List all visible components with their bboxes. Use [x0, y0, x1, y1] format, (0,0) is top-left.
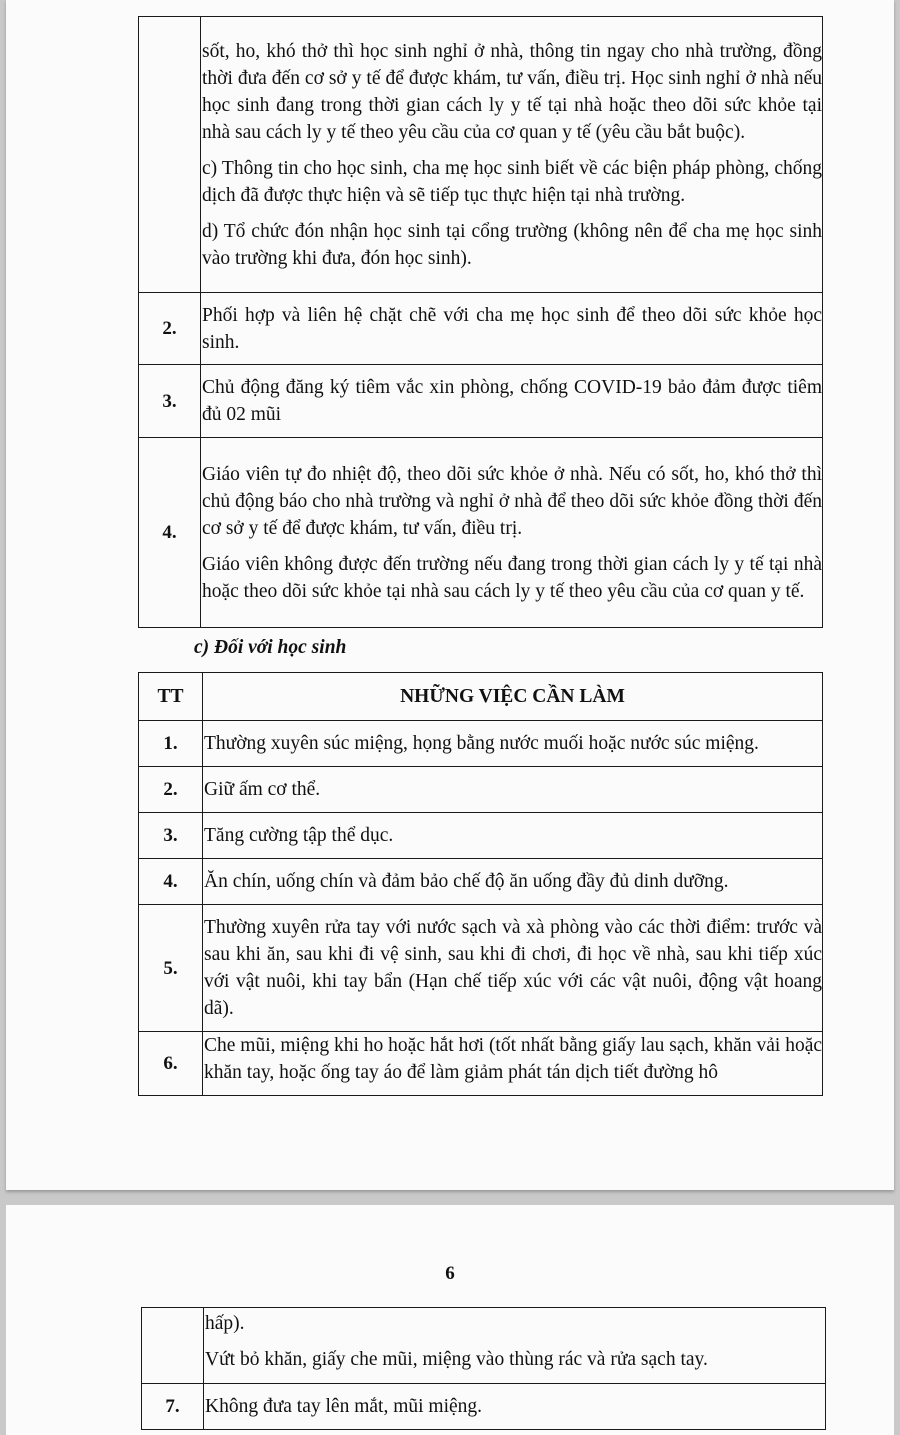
page-number: 6	[445, 1263, 455, 1284]
row-text	[201, 293, 823, 365]
row-number: 5.	[139, 905, 203, 1032]
table-row	[139, 365, 823, 438]
table-header-row	[139, 673, 823, 721]
row-number	[142, 1308, 204, 1384]
table-row	[142, 1384, 826, 1430]
row-number	[139, 17, 201, 293]
row-text	[201, 365, 823, 438]
paragraph: Giáo viên tự đo nhiệt độ, theo dõi sức khỏe ở nhà. Nếu có sốt, ho, khó thở thì chủ động báo cho nhà trường và nghỉ ở nhà để theo dõi sức khỏe đồng thời đến cơ sở y tế để được khám, tư vấn, điều trị.	[202, 463, 822, 539]
row-text: Tăng cường tập thể dục.	[203, 813, 823, 859]
row-text: Ăn chín, uống chín và đảm bảo chế độ ăn uống đầy đủ dinh dưỡng.	[203, 859, 823, 905]
paragraph: Vứt bỏ khăn, giấy che mũi, miệng vào thùng rác và rửa sạch tay.	[205, 1349, 708, 1370]
table-row	[139, 859, 823, 905]
column-header-tt: TT	[139, 673, 203, 721]
row-text: Thường xuyên súc miệng, họng bằng nước muối hoặc nước súc miệng.	[203, 721, 823, 767]
students-tasks-table-continued	[141, 1307, 826, 1430]
row-text: Giữ ấm cơ thể.	[203, 767, 823, 813]
row-text: Thường xuyên rửa tay với nước sạch và xà phòng vào các thời điểm: trước và sau khi ăn, sau khi đi vệ sinh, sau khi đi chơi, đi học về nhà, sau khi tiếp xúc với vật nuôi, khi tay bẩn (Hạn chế tiếp xúc với các vật nuôi, động vật hoang dã).	[203, 905, 823, 1032]
row-number: 2.	[139, 293, 201, 365]
table-row	[139, 767, 823, 813]
row-number: 2.	[139, 767, 203, 813]
paragraph: sốt, ho, khó thở thì học sinh nghỉ ở nhà, thông tin ngay cho nhà trường, đồng thời đưa đến cơ sở y tế để được khám, tư vấn, điều trị. Học sinh nghỉ ở nhà nếu học sinh đang trong thời gian cách ly y tế tại nhà hoặc theo dõi sức khỏe tại nhà sau cách ly y tế theo yêu cầu của cơ quan y tế (yêu cầu bắt buộc).	[202, 40, 822, 143]
row-number: 3.	[139, 365, 201, 438]
document-page	[6, 0, 894, 1190]
row-number: 4.	[139, 438, 201, 628]
table-row	[139, 905, 823, 1032]
staff-tasks-table-continued	[138, 16, 823, 628]
row-text	[204, 1308, 826, 1384]
column-header-tasks: NHỮNG VIỆC CẦN LÀM	[203, 673, 823, 721]
table-row	[139, 721, 823, 767]
table-row	[139, 293, 823, 365]
row-number: 6.	[139, 1032, 203, 1096]
row-number: 4.	[139, 859, 203, 905]
section-heading: c) Đối với học sinh	[194, 637, 347, 658]
table-row	[142, 1308, 826, 1384]
table-row	[139, 1032, 823, 1096]
table-row	[139, 813, 823, 859]
students-tasks-table	[138, 672, 823, 1096]
row-number: 7.	[142, 1384, 204, 1430]
row-text: Che mũi, miệng khi ho hoặc hắt hơi (tốt nhất bằng giấy lau sạch, khăn vải hoặc khăn tay, hoặc ống tay áo để làm giảm phát tán dịch tiết đường hô	[203, 1032, 823, 1096]
paragraph: Giáo viên không được đến trường nếu đang trong thời gian cách ly y tế tại nhà hoặc theo dõi sức khỏe tại nhà sau cách ly y tế theo yêu cầu của cơ quan y tế.	[202, 553, 822, 602]
row-text	[201, 17, 823, 293]
row-text	[201, 438, 823, 628]
paragraph: Chủ động đăng ký tiêm vắc xin phòng, chống COVID-19 bảo đảm được tiêm đủ 02 mũi	[202, 377, 822, 425]
table-row	[139, 17, 823, 293]
row-number: 3.	[139, 813, 203, 859]
document-page	[6, 1205, 894, 1435]
table-row	[139, 438, 823, 628]
row-number: 1.	[139, 721, 203, 767]
row-text: Không đưa tay lên mắt, mũi miệng.	[204, 1384, 826, 1430]
paragraph: Phối hợp và liên hệ chặt chẽ với cha mẹ học sinh để theo dõi sức khỏe học sinh.	[202, 304, 822, 353]
paragraph: d) Tổ chức đón nhận học sinh tại cổng trường (không nên để cha mẹ học sinh vào trường khi đưa, đón học sinh).	[202, 220, 822, 269]
paragraph: hấp).	[205, 1313, 245, 1334]
paragraph: c) Thông tin cho học sinh, cha mẹ học sinh biết về các biện pháp phòng, chống dịch đã được thực hiện và sẽ tiếp tục thực hiện tại nhà trường.	[202, 157, 822, 206]
